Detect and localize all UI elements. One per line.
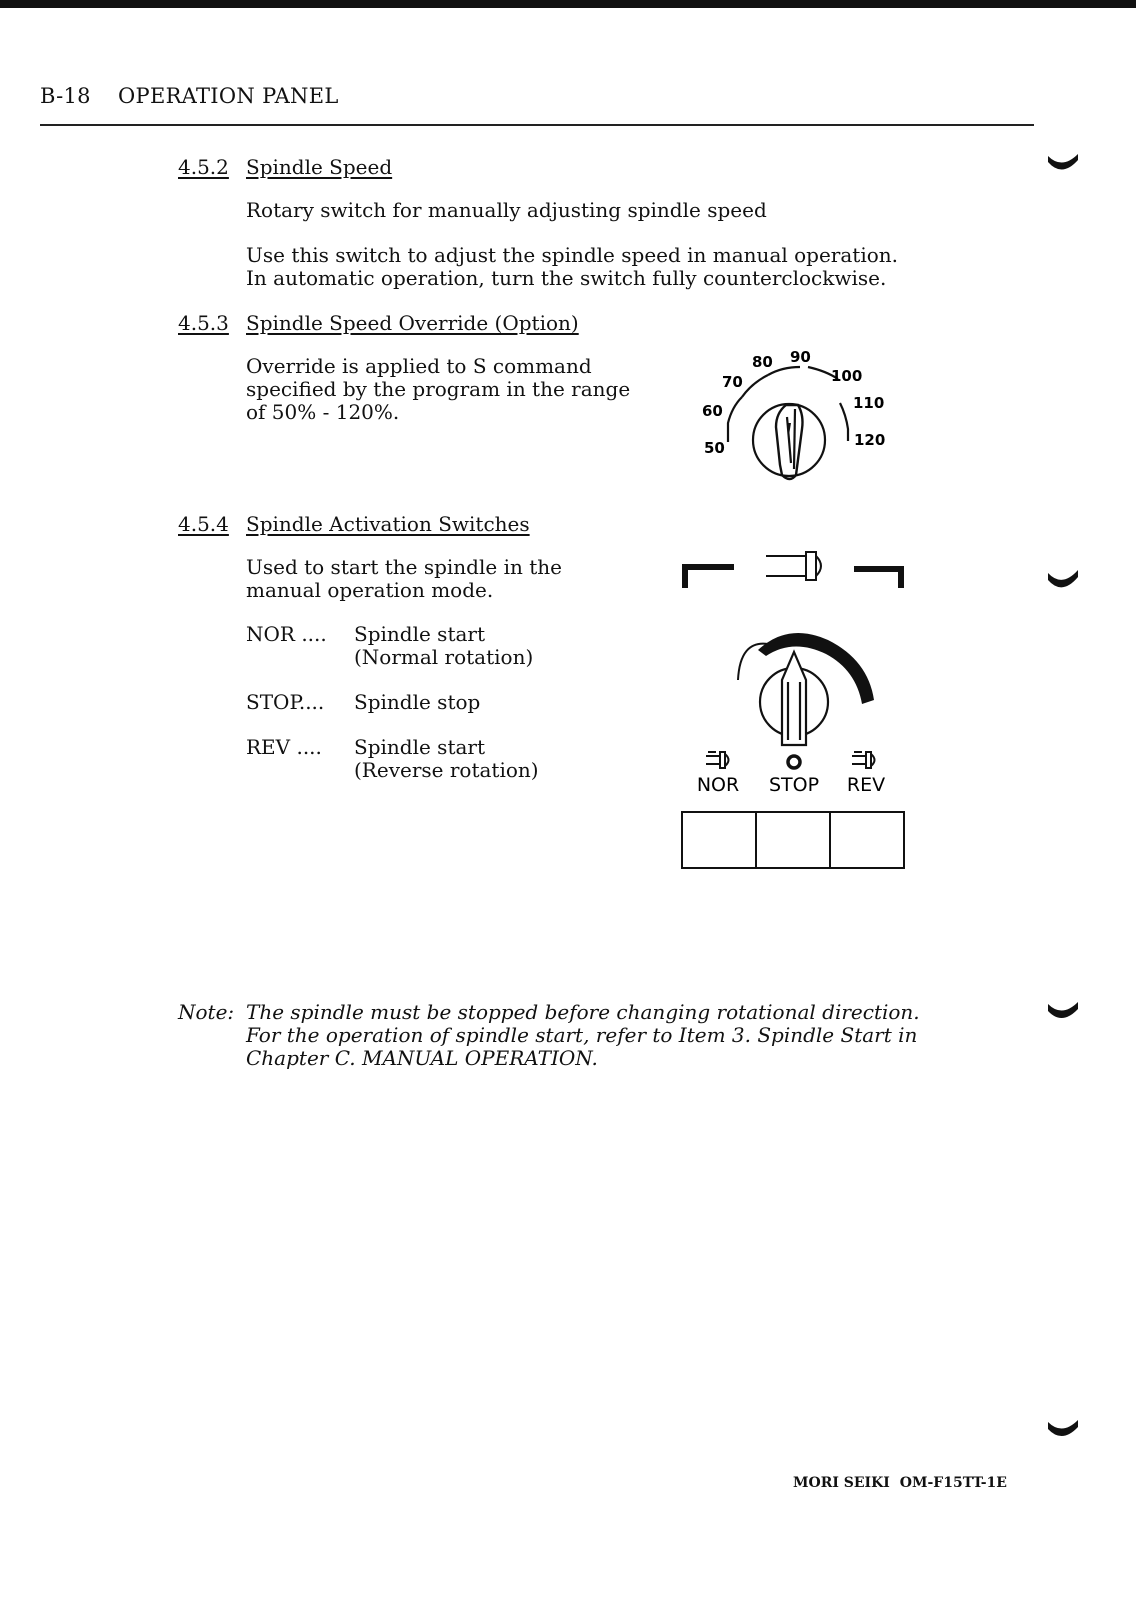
page-footer (793, 1475, 1017, 1491)
scale-arc-left (728, 397, 742, 442)
switch-boxes (682, 812, 904, 868)
stop-circle-icon (788, 756, 800, 768)
switch-key-rev: REV .... (246, 735, 322, 759)
binder-hole-marks (1040, 130, 1080, 1450)
switch-key-nor: NOR .... (246, 622, 327, 646)
rev-spindle-icon (852, 752, 875, 768)
rotation-arc (758, 633, 874, 704)
header-rule (40, 124, 1034, 126)
scale-label-50: 50 (704, 439, 725, 457)
nor-spindle-icon (706, 752, 729, 768)
switch-desc-stop: Spindle stop (354, 690, 481, 714)
label-rev: REV (846, 774, 886, 796)
scale-label-80: 80 (752, 353, 773, 371)
scale-label-120: 120 (854, 431, 886, 449)
activation-dial-figure (678, 540, 918, 880)
scale-label-90: 90 (790, 348, 811, 366)
scale-label-70: 70 (722, 373, 743, 391)
section-number-452: 4.5.2 (178, 155, 229, 179)
section-number-453: 4.5.3 (178, 311, 229, 335)
section-title-speed-override: Spindle Speed Override (Option) (246, 311, 579, 335)
hole-mark-2 (1048, 570, 1078, 587)
scale-label-110: 110 (853, 394, 885, 412)
section-453-paragraph: Override is applied to S command specified by the program in the range of 50% - 120%. (246, 354, 631, 424)
section-number-454: 4.5.4 (178, 512, 229, 536)
section-454-paragraph: Used to start the spindle in the manual operation mode. (246, 555, 562, 602)
label-nor: NOR (696, 774, 740, 796)
note-text: The spindle must be stopped before changing rotational direction. For the operation of spindle start, refer to Item 3. Spindle Start in Chapter C. MANUAL OPERATION. (246, 1000, 920, 1070)
top-border-rule (0, 0, 1136, 8)
page-code: B-18 (40, 84, 91, 108)
header-title: OPERATION PANEL (118, 84, 339, 108)
section-452-paragraph-2: Use this switch to adjust the spindle speed in manual operation. In automatic operation, turn the switch fully counterclockwise. (246, 243, 898, 290)
switch-desc-nor: Spindle start (Normal rotation) (354, 622, 534, 669)
page-header (40, 84, 339, 108)
label-stop: STOP (768, 774, 820, 796)
spindle-symbol-icon (766, 552, 821, 580)
footer-doc-code: OM-F15TT-1E (899, 1475, 1007, 1491)
hole-mark-3 (1048, 1002, 1078, 1018)
override-dial-figure (690, 345, 910, 490)
section-title-spindle-speed: Spindle Speed (246, 155, 393, 179)
hole-mark-1 (1048, 154, 1078, 170)
scale-label-60: 60 (702, 402, 723, 420)
footer-brand: MORI SEIKI (793, 1475, 890, 1491)
switch-key-stop: STOP.... (246, 690, 325, 714)
switch-desc-rev: Spindle start (Reverse rotation) (354, 735, 539, 782)
section-title-activation-switches: Spindle Activation Switches (246, 512, 530, 536)
section-452-paragraph-1: Rotary switch for manually adjusting spindle speed (246, 198, 767, 222)
scale-label-100: 100 (831, 367, 863, 385)
hole-mark-4 (1048, 1420, 1078, 1436)
note-label: Note: (178, 1000, 235, 1024)
